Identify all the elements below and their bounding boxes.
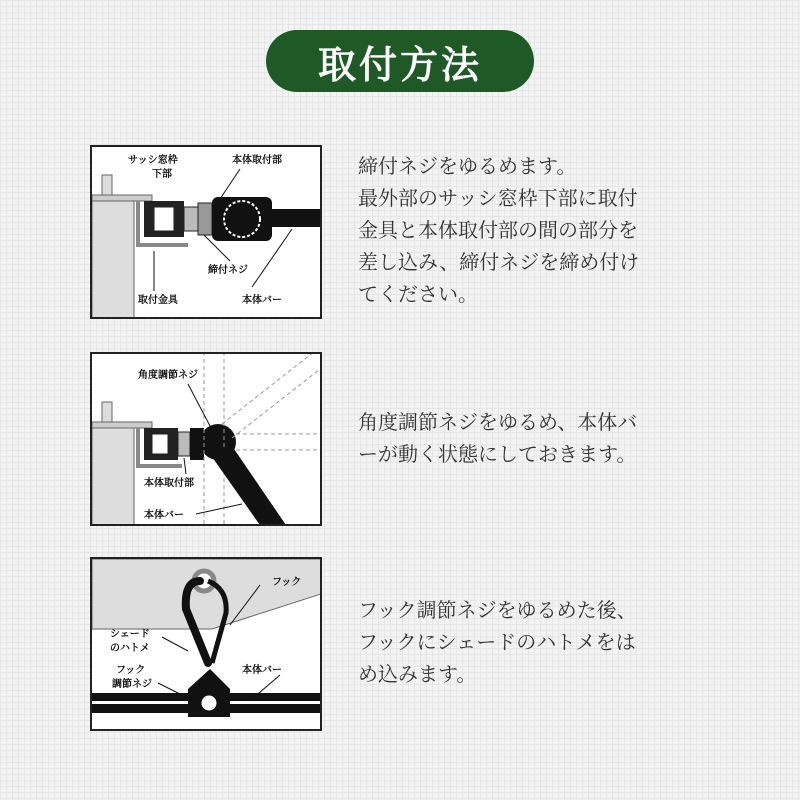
label-body-bar: 本体バー [242,295,282,306]
label-body-mount: 本体取付部 [144,478,194,489]
step3-text [358,594,738,690]
step1-line: 最外部のサッシ窓枠下部に取付 [358,186,638,210]
step2-text [358,406,738,470]
label-body-bar: 本体バー [242,665,282,676]
label-body-mount: 本体取付部 [232,155,282,166]
step3-line: フック調節ネジをゆるめた後、 [358,598,637,622]
step1-line: てください。 [358,282,478,306]
step1-line: 締付ネジをゆるめます。 [358,154,577,178]
step2-illustration [92,354,322,526]
label-hook-screw-1: フック [116,665,146,676]
step2-diagram [90,352,322,526]
label-shade-eyelet-2: のハトメ [110,643,150,654]
step3-line: フックにシェードのハトメをは [358,630,636,654]
step1-line: 差し込み、締付ネジを締め付け [358,250,640,274]
label-fitting: 取付金具 [138,295,178,306]
label-body-bar: 本体バー [144,510,184,521]
label-angle-screw: 角度調節ネジ [138,370,198,381]
label-sash: サッシ窓枠 [128,155,178,166]
step2-line: 角度調節ネジをゆるめ、本体バ [358,410,638,434]
step1-illustration [92,147,322,319]
step1-line: 金具と本体取付部の間の部分を [358,218,638,242]
section-title-banner [266,30,534,92]
section-title: 取付方法 [317,42,482,87]
step3-line: め込みます。 [358,662,477,686]
step1-diagram [90,145,322,319]
label-sash-bottom: 下部 [152,169,172,180]
label-shade-eyelet-1: シェード [110,629,150,640]
step3-diagram [90,557,322,731]
label-tighten-screw: 締付ネジ [208,265,248,276]
label-hook-screw-2: 調節ネジ [112,679,152,690]
step1-text [358,150,738,310]
step2-line: ーが動く状態にしておきます。 [358,442,637,466]
label-hook: フック [272,577,302,588]
step3-illustration [92,559,322,731]
